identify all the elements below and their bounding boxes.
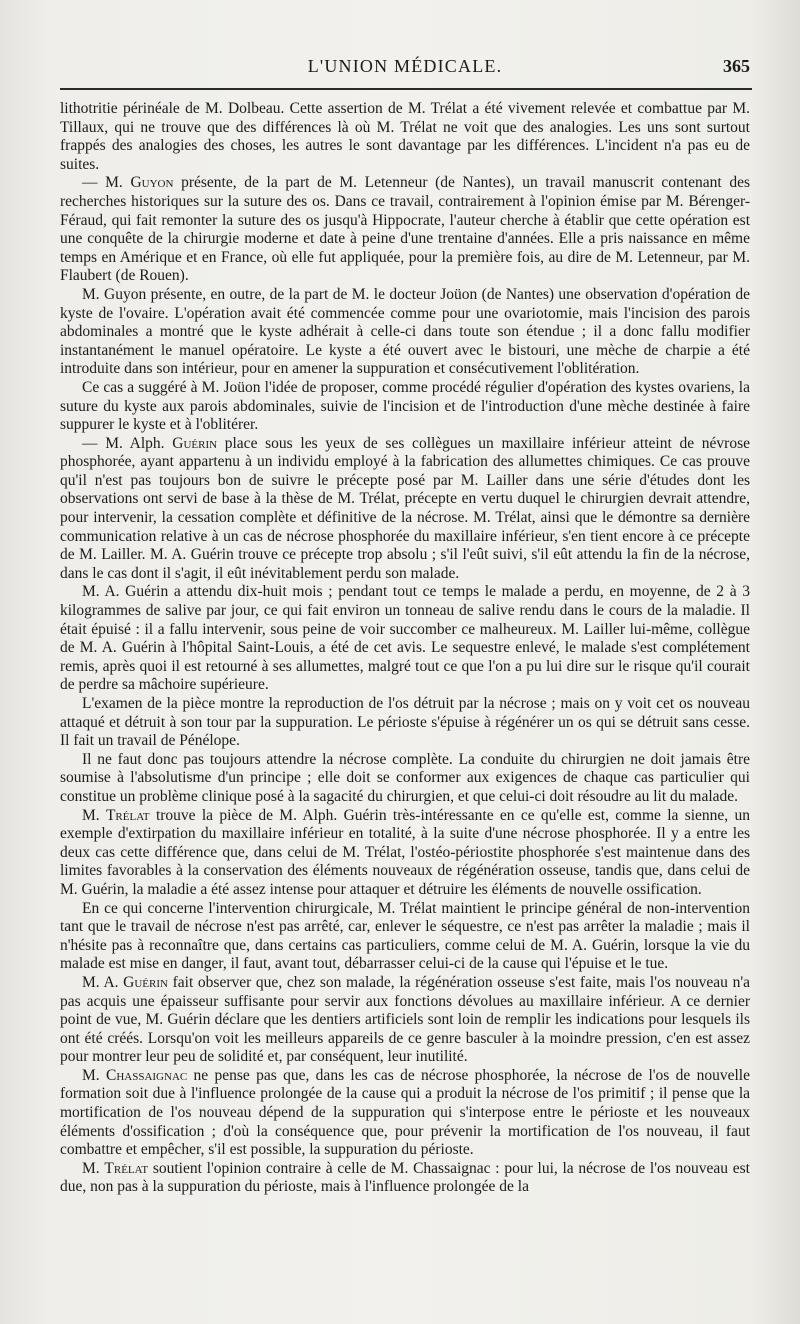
speaker-name: Trélat <box>104 1159 149 1177</box>
paragraph-text: présente, de la part de M. Letenneur (de Nantes), un travail manuscrit contenant des recherches historiques sur la suture des os. Dans ce travail, contrairement à l'opinion émise par M. Bérenger-Féraud, qui fait remonter la suture des os jusqu'à Hippocrate, l'auteur cherche à établir que cette opération est une conquête de la chirurgie moderne et date à peine d'une trentaine d'années. Elle a pris naissance en même temps en Amérique et en France, où elle fut appliquée, pour la première fois, au dire de M. Letenneur, par M. Flaubert (de Rouen). <box>60 174 750 285</box>
paragraph-lead: — M. Alph. <box>82 434 173 452</box>
page-header <box>60 56 750 86</box>
paragraph-text: fait observer que, chez son malade, la régénération osseuse s'est faite, mais l'os nouveau n'a pas acquis une épaisseur suffisante pour servir aux fonctions dévolues au maxillaire inférieur. A ce dernier point de vue, M. Guérin déclare que les dentiers artificiels sont loin de remplir les indications pour lesquels ils ont été créés. Lorsqu'on voit les meilleurs appareils de ce genre basculer à la moindre pression, c'en est assez pour montrer leur peu de solidité et, par conséquent, leur inutilité. <box>60 973 751 1066</box>
speaker-name: Guérin <box>123 973 168 991</box>
paragraph <box>60 807 750 900</box>
paragraph: M. Guyon présente, en outre, de la part de M. le docteur Joüon (de Nantes) une observation d'opération de kyste de l'ovaire. L'opération avait été commencée comme pour une ovariotomie, mais l'incision des parois abdominales a montré que le kyste adhérait à celle-ci dans toute son étendue ; il a donc fallu modifier instantanément le manuel opératoire. Le kyste a été ouvert avec le bistouri, une mèche de charpie a été introduite dans son intérieur, pour en amener la suppuration et consécutivement l'oblitération. <box>60 285 750 378</box>
paragraph: M. A. Guérin a attendu dix-huit mois ; pendant tout ce temps le malade a perdu, en moyenne, de 2 à 3 kilogrammes de salive par jour, ce qui fait environ un tonneau de salive rendu dans le cours de la maladie. Il était épuisé : il a fallu intervenir, sous peine de voir succomber ce malheureux. M. Lailler lui-même, collègue de M. A. Guérin à l'hôpital Saint-Louis, a été de cet avis. Le sequestre enlevé, le malade s'est complétement remis, après quoi il est retourné à ses allumettes, malgré tout ce que l'on a pu lui dire sur le risque qu'il courait de perdre sa mâchoire supérieure. <box>60 583 750 694</box>
paragraph <box>60 174 750 286</box>
article-body <box>60 100 750 1197</box>
paragraph <box>60 1067 750 1160</box>
paragraph-text: soutient l'opinion contraire à celle de M. Chassaignac : pour lui, la nécrose de l'os nouveau est due, non pas à la suppuration du périoste, mais à l'influence prolongée de la <box>60 1159 750 1196</box>
paragraph: En ce qui concerne l'intervention chirurgicale, M. Trélat maintient le principe général de non-intervention tant que le travail de nécrose n'est pas arrêté, car, enlever le séquestre, ce n'est pas arrêter la maladie ; mais il n'hésite pas à reconnaître que, dans certains cas particuliers, comme celui de M. A. Guérin, lorsque la vie du malade est mise en danger, il faut, avant tout, débarrasser celui-ci de la cause qui l'épuise et le tue. <box>60 899 750 973</box>
paragraph-lead: M. <box>82 1066 106 1084</box>
paragraph-lead: — M. <box>82 174 131 192</box>
header-rule <box>60 88 752 90</box>
speaker-name: Guérin <box>172 434 218 452</box>
speaker-name: Trélat <box>105 806 150 824</box>
paragraph: lithotritie périnéale de M. Dolbeau. Cette assertion de M. Trélat a été vivement relevée et combattue par M. Tillaux, qui ne trouve que des différences là où M. Trélat ne voit que des analogies. Les uns sont surtout frappés des analogies des choses, les autres le sont davantage par les différences. L'incident n'a pas eu de suites. <box>60 100 750 173</box>
paragraph-lead: M. <box>82 806 106 824</box>
paragraph: Il ne faut donc pas toujours attendre la nécrose complète. La conduite du chirurgien ne doit jamais être soumise à l'absolutisme d'un principe ; elle doit se conformer aux exigences de chaque cas particulier qui constitue un problème clinique posé à la sagacité du chirurgien, et que celui-ci doit résoudre au lit du malade. <box>60 750 750 805</box>
paragraph <box>60 1160 750 1197</box>
page-number: 365 <box>723 56 750 76</box>
running-title: L'UNION MÉDICALE. <box>307 56 503 76</box>
paragraph-lead: M. <box>82 1159 105 1177</box>
paragraph <box>60 974 750 1067</box>
paragraph <box>60 435 750 584</box>
paragraph-lead: M. A. <box>82 973 124 991</box>
paragraph-text: trouve la pièce de M. Alph. Guérin très-intéressante en ce qu'elle est, comme la sienne, un exemple d'extirpation du maxillaire inférieur en totalité, à la suite d'une nécrose phosphorée. Il y a entre les deux cas cette différence que, dans celui de M. Trélat, l'ostéo-périostite phosphorée s'est maintenue dans des limites favorables à la conservation des éléments nouveaux de régénération osseuse, tandis que, dans celui de M. Guérin, la maladie a été assez intense pour attaquer et détruire les éléments de nouvelle ossification. <box>60 806 750 898</box>
speaker-name: Guyon <box>130 174 174 192</box>
paragraph-text: ne pense pas que, dans les cas de nécrose phosphorée, la nécrose de l'os de nouvelle formation soit due à l'influence prolongée de la cause qui a produit la nécrose de l'os primitif ; il pense que la mortification de l'os nouveau dépend de la suppuration qui s'interpose entre le périoste et les nouveaux éléments d'ossification ; d'où la conséquence que, pour prévenir la mortification de l'os nouveau, il faut combattre et empêcher, s'il est possible, la suppuration du périoste. <box>60 1066 750 1159</box>
speaker-name: Chassaignac <box>105 1066 188 1084</box>
paragraph-text: place sous les yeux de ses collègues un maxillaire inférieur atteint de névrose phosphorée, ayant appartenu à un individu employé à la fabrication des allumettes chimiques. Ce cas prouve qu'il n'est pas toujours bon de suivre le précepte posé par M. Lailler dans une série d'études dont les observations ont servi de base à la thèse de M. Trélat, précepte en vertu duquel le chirurgien devrait attendre, pour intervenir, la cessation complète et définitive de la nécrose. M. Trélat, ainsi que le démontre sa dernière communication relative à un cas de nécrose phosphorée du maxillaire inférieur, s'en tient encore à ce précepte de M. Lailler. M. A. Guérin trouve ce précepte trop absolu ; s'il l'eût suivi, s'il eût attendu la fin de la nécrose, dans le cas dont il s'agit, il eût inévitablement perdu son malade. <box>60 434 750 582</box>
paragraph: Ce cas a suggéré à M. Joüon l'idée de proposer, comme procédé régulier d'opération des kystes ovariens, la suture du kyste aux parois abdominales, suivie de l'incision et de l'introduction d'une mèche destinée à faire suppurer le kyste et à l'oblitérer. <box>60 378 750 434</box>
paragraph: L'examen de la pièce montre la reproduction de l'os détruit par la nécrose ; mais on y voit cet os nouveau attaqué et détruit à son tour par la suppuration. Le périoste s'épuise à régénérer un os qui se détruit sans cesse. Il fait un travail de Pénélope. <box>60 695 750 750</box>
